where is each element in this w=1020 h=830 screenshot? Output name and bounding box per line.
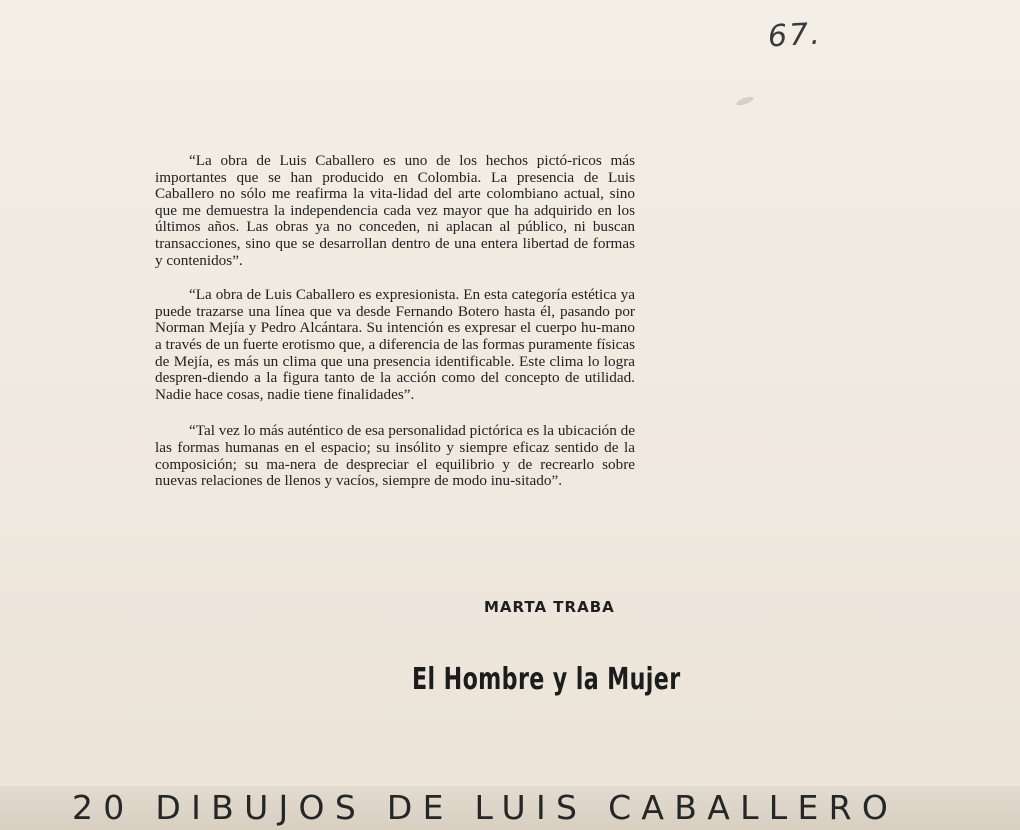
handwritten-page-number: 67. [767, 16, 823, 55]
paper-smudge [736, 95, 755, 107]
footer-title: 20 DIBUJOS DE LUIS CABALLERO [72, 788, 899, 827]
quote-column [155, 153, 635, 490]
quote-paragraph-1: “La obra de Luis Caballero es uno de los hechos pictó-ricos más importantes que se han producido en Colombia. La presencia de Luis Caballero no sólo me reafirma la vita-lidad del arte colombiano actual, sino que me demuestra la independencia cada vez mayor que ha adquirido en los últimos años. Las obras ya no conceden, ni aplacan al público, ni buscan transacciones, sino que se desarrollan dentro de una entera libertad de formas y contenidos”. [155, 152, 635, 269]
quote-paragraph-2: “La obra de Luis Caballero es expresionista. En esta categoría estética ya puede trazarse una línea que va desde Fernando Botero hasta él, pasando por Norman Mejía y Pedro Alcántara. Su intención es expresar el cuerpo hu-mano a través de un fuerte erotismo que, a diferencia de las formas puramente físicas de Mejía, es más un clima que una presencia identificable. Este clima lo logra despren-diendo a la figura tanto de la acción como del concepto de utilidad. Nadie hace cosas, nadie tiene finalidades”. [155, 286, 635, 403]
exhibition-title: El Hombre y la Mujer [412, 662, 681, 697]
author-signature: MARTA TRABA [484, 598, 615, 616]
quote-paragraph-3: “Tal vez lo más auténtico de esa personalidad pictórica es la ubicación de las formas humanas en el espacio; su insólito y siempre eficaz sentido de la composición; su ma-nera de despreciar el equilibrio y de recrearlo sobre nuevas relaciones de llenos y vacíos, siempre de modo inu-sitado”. [155, 422, 635, 490]
